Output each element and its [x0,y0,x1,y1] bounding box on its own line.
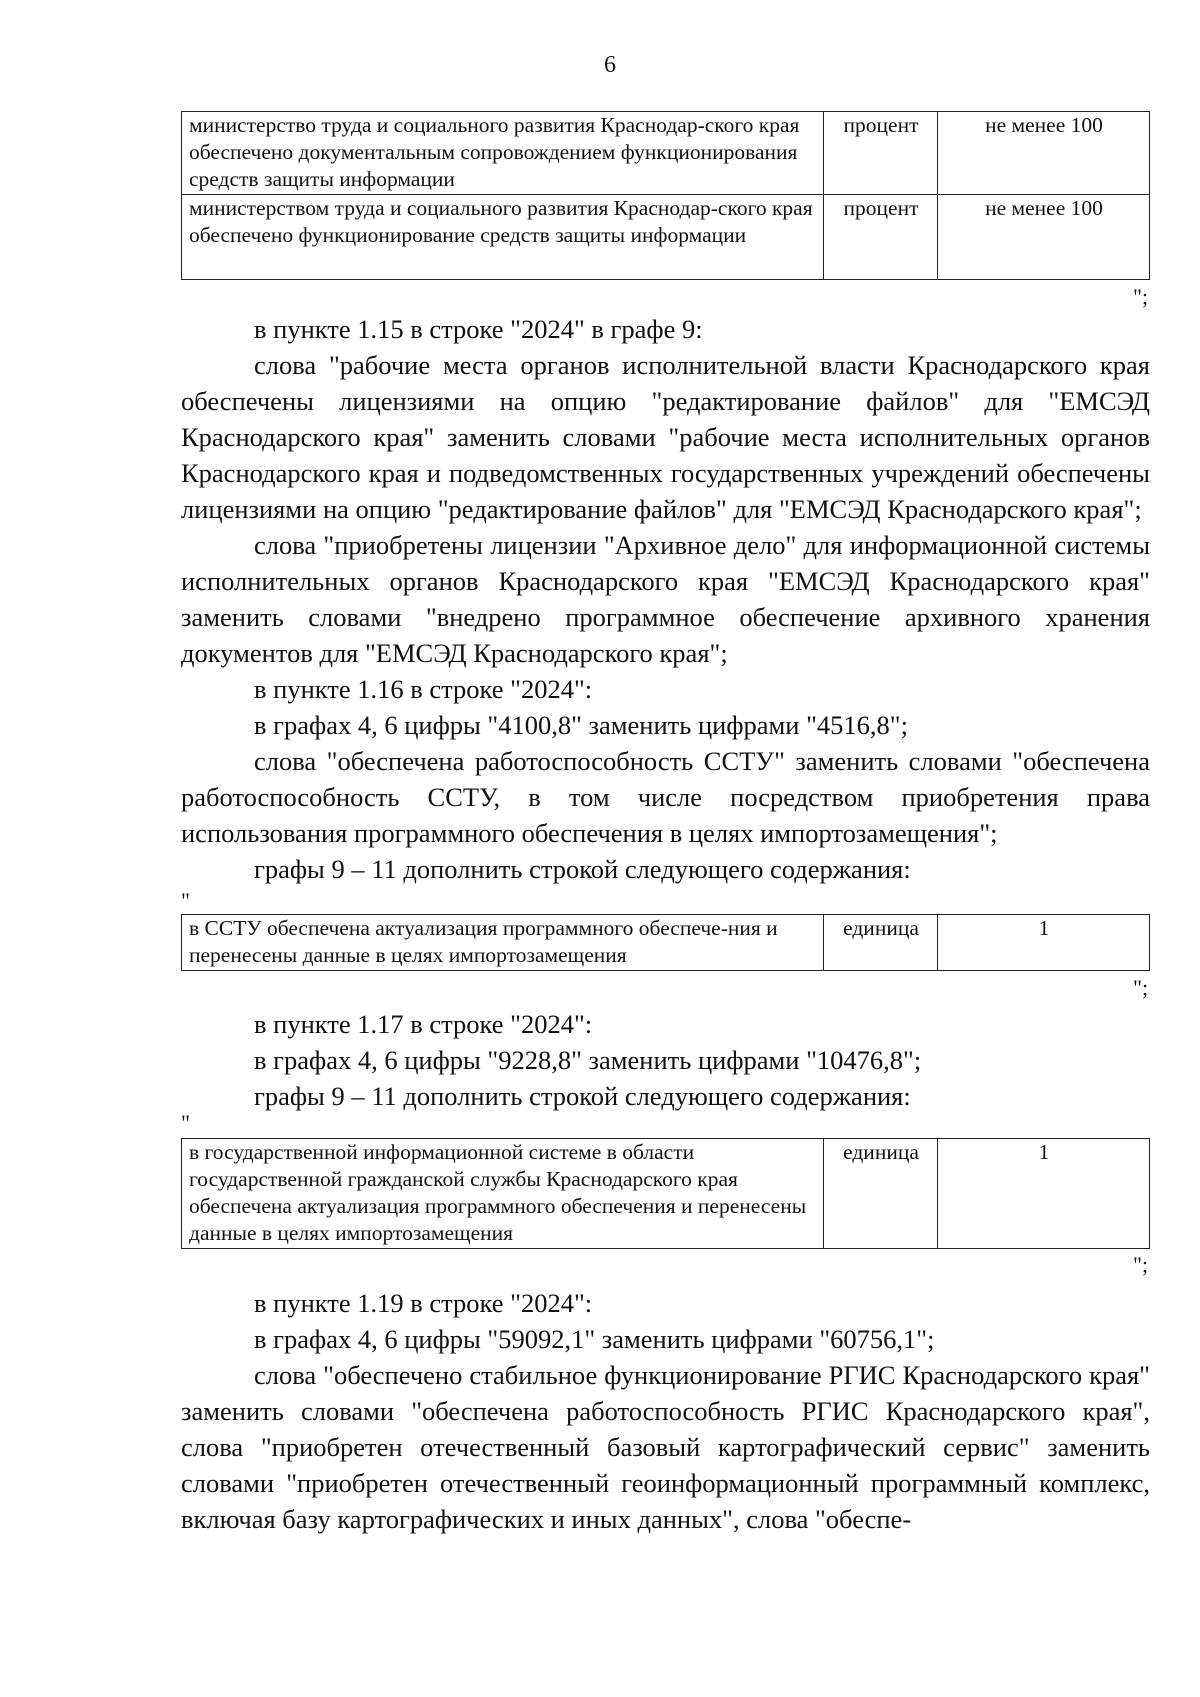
paragraph: графы 9 – 11 дополнить строкой следующего содержания: [254,854,911,884]
paragraph: слова "рабочие места органов исполнительной власти Краснодарского края обеспечены лицензиями на опцию "редактирование файлов" для "ЕМСЭД Краснодарского края" заменить словами "рабочие места исполнительных органов Краснодарского края и подведомственных государственных учреждений обеспечены лицензиями на опцию "редактирование файлов" для "ЕМСЭД Краснодарского края"; [181,350,1150,524]
table-cell-value: не менее 100 [938,112,1150,195]
table-cell-text: в государственной информационной системе в области государственной гражданской службы Краснодарского края обеспечена актуализация программного обеспечения и перенесены данные в целях импортозамещения [182,1139,824,1249]
indicator-table-1 [181,111,1150,280]
table-cell-value: 1 [938,915,1150,971]
paragraph: слова "приобретены лицензии "Архивное дело" для информационной системы исполнительных органов Краснодарского края "ЕМСЭД Краснодарского края" заменить словами "внедрено программное обеспечение архивного хранения документов для "ЕМСЭД Краснодарского края"; [181,530,1150,668]
opening-quote-mark: " [181,1110,190,1135]
paragraph: в графах 4, 6 цифры "9228,8" заменить цифрами "10476,8"; [254,1045,922,1075]
paragraph: в графах 4, 6 цифры "4100,8" заменить цифрами "4516,8"; [254,710,908,740]
closing-quote-mark: "; [1133,975,1149,1000]
paragraph: слова "обеспечено стабильное функционирование РГИС Краснодарского края" заменить словами "обеспечена работоспособность РГИС Краснодарского края", слова "приобретен отечественный базовый картографический сервис" заменить словами "приобретен отечественный геоинформационный программный комплекс, включая базу картографических и иных данных", слова "обеспе- [181,1360,1150,1534]
indicator-table-2 [181,914,1150,971]
paragraph: в пункте 1.17 в строке "2024": [254,1009,593,1039]
table-cell-unit: единица [824,915,938,971]
opening-quote-mark: " [181,888,190,913]
table-cell-text: министерством труда и социального развития Краснодар-ского края обеспечено функционирование средств защиты информации [182,195,824,280]
table-cell-text: министерство труда и социального развития Краснодар-ского края обеспечено документальным сопровождением функционирования средств защиты информации [182,112,824,195]
table-row [182,195,1150,280]
table-cell-unit: процент [824,195,938,280]
paragraph: в пункте 1.15 в строке "2024" в графе 9: [254,314,703,344]
amendment-text-2 [181,1006,1150,1114]
table-cell-unit: единица [824,1139,938,1249]
table-cell-text: в ССТУ обеспечена актуализация программного обеспече-ния и перенесены данные в целях импортозамещения [182,915,824,971]
paragraph: графы 9 – 11 дополнить строкой следующего содержания: [254,1081,911,1111]
amendment-text-3 [181,1285,1150,1537]
indicator-table-3 [181,1138,1150,1249]
paragraph: в графах 4, 6 цифры "59092,1" заменить цифрами "60756,1"; [254,1324,935,1354]
page-number: 6 [604,52,616,78]
table-row [182,112,1150,195]
paragraph: слова "обеспечена работоспособность ССТУ" заменить словами "обеспечена работоспособность ССТУ, в том числе посредством приобретения права использования программного обеспечения в целях импортозамещения"; [181,746,1150,848]
table-row [182,1139,1150,1249]
table-cell-unit: процент [824,112,938,195]
paragraph: в пункте 1.19 в строке "2024": [254,1288,593,1318]
table-row [182,915,1150,971]
amendment-text-1 [181,311,1150,887]
table-cell-value: 1 [938,1139,1150,1249]
closing-quote-mark: "; [1133,1252,1149,1277]
table-cell-value: не менее 100 [938,195,1150,280]
closing-quote-mark: "; [1133,284,1149,309]
paragraph: в пункте 1.16 в строке "2024": [254,674,593,704]
